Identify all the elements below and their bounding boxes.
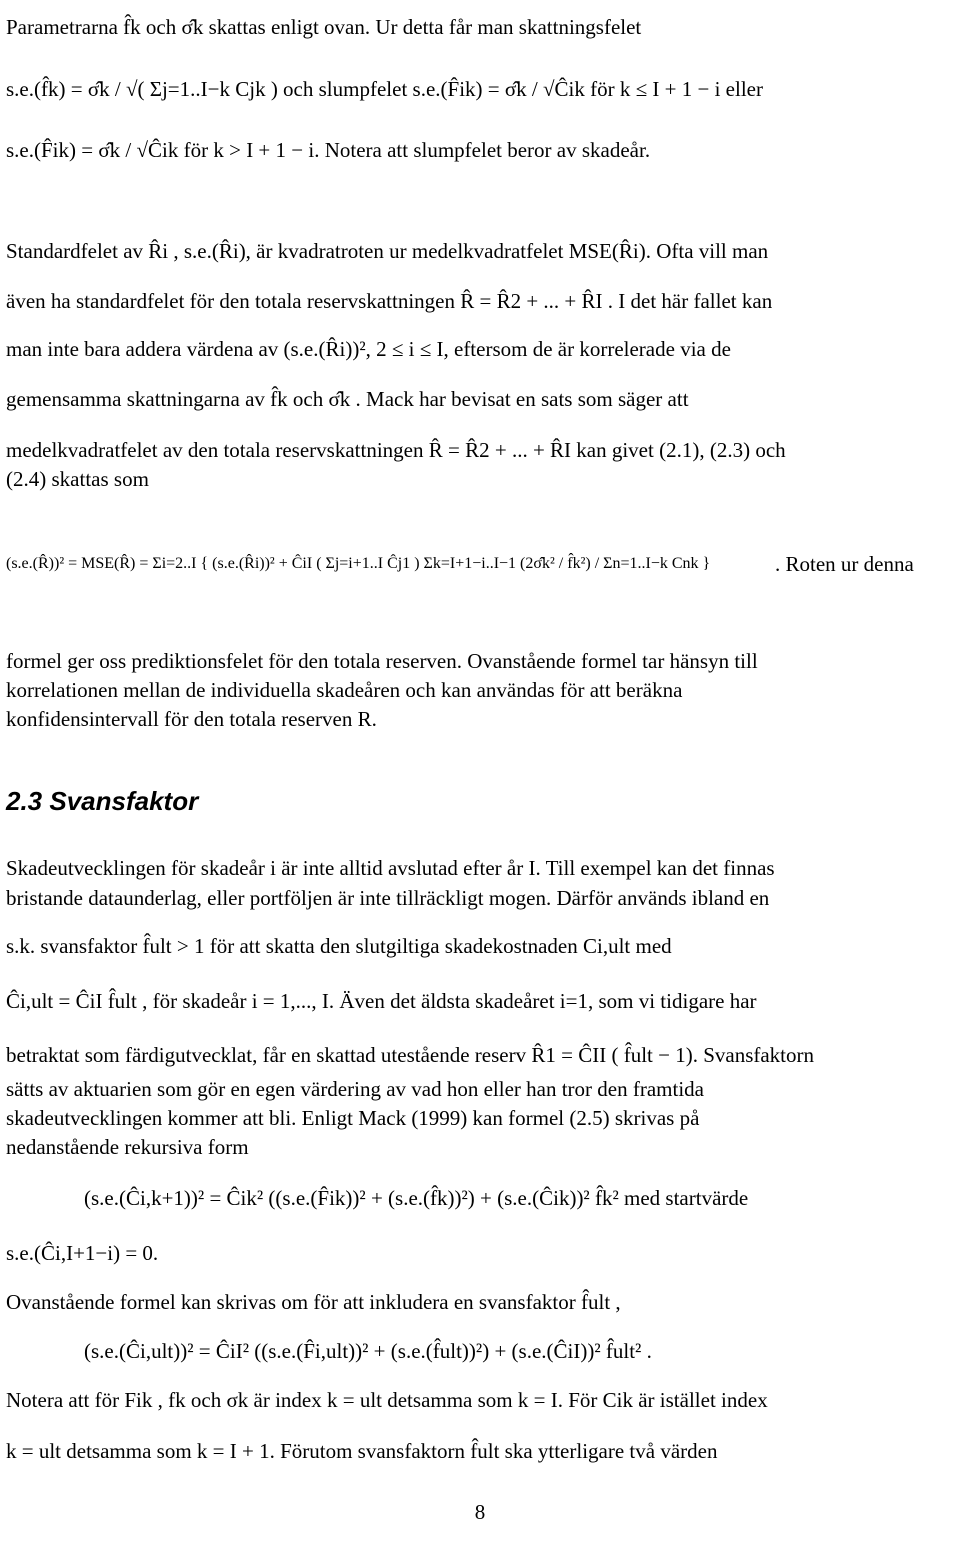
paragraph-line: s.k. svansfaktor f̂ult > 1 för att skatta den slutgiltiga skadekostnaden Ci,ult med <box>6 934 672 958</box>
paragraph-line: skadeutvecklingen kommer att bli. Enligt Mack (1999) kan formel (2.5) skrivas på <box>6 1106 700 1130</box>
recursive-formula: (s.e.(Ĉi,k+1))² = Ĉik² ((s.e.(F̂ik))² + (s.e.(f̂k))²) + (s.e.(Ĉik))² f̂k² med startvärde <box>84 1186 749 1210</box>
paragraph-line: Parametrarna f̂k och σ̂k skattas enligt ovan. Ur detta får man skattningsfelet <box>6 15 642 39</box>
paragraph-line: medelkvadratfelet av den totala reservskattningen R̂ = R̂2 + ... + R̂I kan givet (2.1), (2.3) och <box>6 438 786 462</box>
mse-formula: (s.e.(R̂))² = MSE(R̂) = Σi=2..I { (s.e.(R̂i))² + ĈiI ( Σj=i+1..I Ĉj1 ) Σk=I+1−i..I−1 (2σ̂k² / f̂k²) / Σn=1..I−k Cnk } <box>6 555 711 572</box>
paragraph-line: betraktat som färdigutvecklat, får en skattad utestående reserv R̂1 = ĈII ( f̂ult − 1). Svansfaktorn <box>6 1043 815 1067</box>
paragraph-line: man inte bara addera värdena av (s.e.(R̂i))², 2 ≤ i ≤ I, eftersom de är korrelerade via de <box>6 337 731 361</box>
paragraph-line: gemensamma skattningarna av f̂k och σ̂k . Mack har bevisat en sats som säger att <box>6 387 689 411</box>
tail-factor-formula: (s.e.(Ĉi,ult))² = ĈiI² ((s.e.(F̂i,ult))² + (s.e.(f̂ult))²) + (s.e.(ĈiI))² f̂ult² . <box>84 1339 652 1363</box>
paragraph-line: Notera att för Fik , fk och σk är index k = ult detsamma som k = I. För Cik är istället index <box>6 1388 768 1412</box>
paragraph-line: formel ger oss prediktionsfelet för den totala reserven. Ovanstående formel tar hänsyn till <box>6 649 758 673</box>
paragraph-line: Standardfelet av R̂i , s.e.(R̂i), är kvadratroten ur medelkvadratfelet MSE(R̂i). Ofta vill man <box>6 239 769 263</box>
formula-line: s.e.(F̂ik) = σ̂k / √Ĉik för k > I + 1 − i. Notera att slumpfelet beror av skadeår. <box>6 138 651 162</box>
formula-line: s.e.(f̂k) = σ̂k / √( Σj=1..I−k Cjk ) och slumpfelet s.e.(F̂ik) = σ̂k / √Ĉik för k ≤ I + 1 − i eller <box>6 77 763 101</box>
section-heading: 2.3 Svansfaktor <box>6 786 199 816</box>
paragraph-line: nedanstående rekursiva form <box>6 1135 249 1159</box>
formula-trailing-text: . Roten ur denna <box>775 552 914 576</box>
page-number: 8 <box>474 1500 486 1524</box>
paragraph-line: Skadeutvecklingen för skadeår i är inte alltid avslutad efter år I. Till exempel kan det finnas <box>6 856 775 880</box>
paragraph-line: konfidensintervall för den totala reserven R. <box>6 707 377 731</box>
paragraph-line: även ha standardfelet för den totala reservskattningen R̂ = R̂2 + ... + R̂I . I det här fallet kan <box>6 289 773 313</box>
paragraph-line: sätts av aktuarien som gör en egen värdering av vad hon eller han tror den framtida <box>6 1077 704 1101</box>
formula-line: Ĉi,ult = ĈiI f̂ult , för skadeår i = 1,..., I. Även det äldsta skadeåret i=1, som vi tidigare har <box>6 989 757 1013</box>
paragraph-line: Ovanstående formel kan skrivas om för att inkludera en svansfaktor f̂ult , <box>6 1290 621 1314</box>
paragraph-line: k = ult detsamma som k = I + 1. Förutom svansfaktorn f̂ult ska ytterligare två värden <box>6 1439 718 1463</box>
paragraph-line: bristande dataunderlag, eller portföljen är inte tillräckligt mogen. Därför används ibland en <box>6 886 770 910</box>
start-value-formula: s.e.(Ĉi,I+1−i) = 0. <box>6 1241 159 1265</box>
paragraph-line: (2.4) skattas som <box>6 467 149 491</box>
paragraph-line: korrelationen mellan de individuella skadeåren och kan användas för att beräkna <box>6 678 683 702</box>
